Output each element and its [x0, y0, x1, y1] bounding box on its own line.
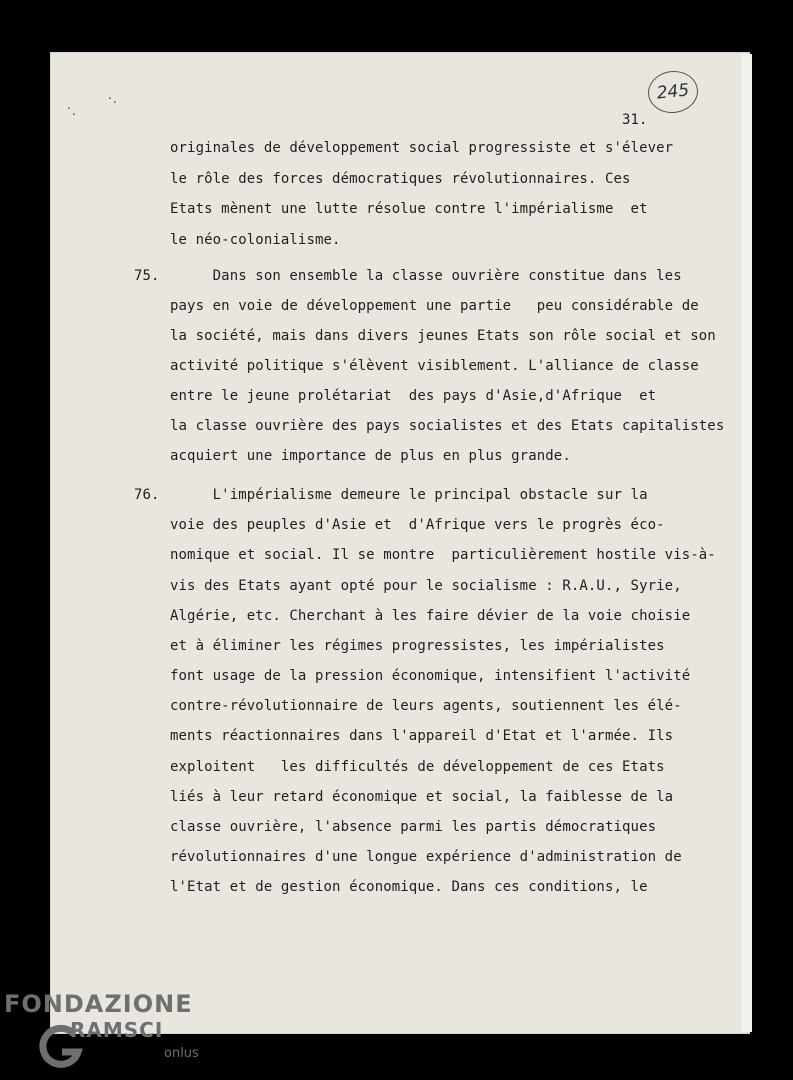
logo-text-ramsci: RAMSCI	[70, 1018, 164, 1042]
text-line: la classe ouvrière des pays socialistes et des Etats capitalistes	[170, 418, 725, 434]
text-line: L'impérialisme demeure le principal obstacle sur la	[170, 487, 648, 503]
text-line: Dans son ensemble la classe ouvrière constitue dans les	[170, 268, 682, 284]
text-line: entre le jeune prolétariat des pays d'Asie,d'Afrique et	[170, 388, 657, 404]
text-line: l'Etat et de gestion économique. Dans ces conditions, le	[170, 879, 648, 895]
text-line: ments réactionnaires dans l'appareil d'Etat et l'armée. Ils	[170, 728, 674, 744]
archive-number-stamp: 245	[646, 69, 700, 116]
text-line: le néo-colonialisme.	[170, 232, 341, 248]
paper-speck: .	[108, 88, 112, 102]
text-line: voie des peuples d'Asie et d'Afrique vers le progrès éco-	[170, 517, 665, 533]
logo-text-onlus: onlus	[164, 1046, 199, 1061]
text-line: classe ouvrière, l'absence parmi les partis démocratiques	[170, 819, 657, 835]
text-line: contre-révolutionnaire de leurs agents, soutiennent les élé-	[170, 698, 682, 714]
text-line: Etats mènent une lutte résolue contre l'impérialisme et	[170, 201, 648, 217]
logo-text-fondazione: FONDAZIONE	[4, 990, 193, 1018]
text-line: vis des Etats ayant opté pour le socialisme : R.A.U., Syrie,	[170, 578, 682, 594]
text-line: activité politique s'élèvent visiblement. L'alliance de classe	[170, 358, 699, 374]
text-line: et à éliminer les régimes progressistes, les impérialistes	[170, 638, 665, 654]
text-line: pays en voie de développement une partie peu considérable de	[170, 298, 699, 314]
text-line: nomique et social. Il se montre particulièrement hostile vis-à-	[170, 547, 716, 563]
paper-speck: .	[67, 98, 71, 112]
text-line: acquiert une importance de plus en plus grande.	[170, 448, 571, 464]
text-line: originales de développement social progressiste et s'élever	[170, 140, 674, 156]
text-line: révolutionnaires d'une longue expérience d'administration de	[170, 849, 682, 865]
paper-speck: .	[72, 104, 76, 118]
text-line: Algérie, etc. Cherchant à les faire dévier de la voie choisie	[170, 608, 691, 624]
text-line: la société, mais dans divers jeunes Etats son rôle social et son	[170, 328, 716, 344]
text-line: exploitent les difficultés de développement de ces Etats	[170, 759, 665, 775]
sheet-edge	[742, 54, 752, 1032]
paper-speck: .	[113, 92, 117, 106]
page-number: 31.	[622, 112, 648, 128]
text-line: liés à leur retard économique et social, la faiblesse de la	[170, 789, 674, 805]
paragraph-number: 76.	[134, 487, 160, 503]
fondazione-gramsci-logo	[4, 990, 204, 1080]
paragraph-number: 75.	[134, 268, 160, 284]
text-line: le rôle des forces démocratiques révolutionnaires. Ces	[170, 171, 631, 187]
text-line: font usage de la pression économique, intensifient l'activité	[170, 668, 691, 684]
